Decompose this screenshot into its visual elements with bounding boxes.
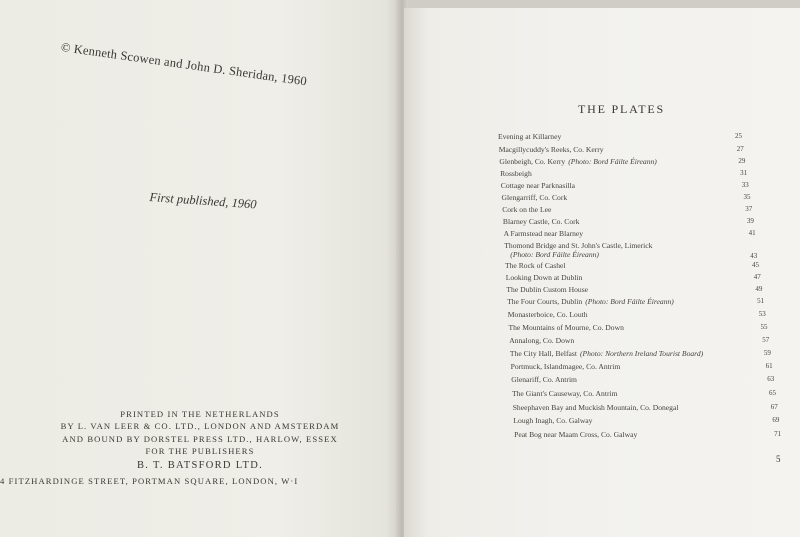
publisher-address: 4 FITZHARDINGE STREET, PORTMAN SQUARE, LONDON, W·I	[0, 475, 299, 486]
plate-page-number: 43	[750, 252, 758, 260]
plate-page-number: 51	[757, 297, 765, 305]
plate-page-number: 67	[770, 403, 778, 411]
plate-page-number: 29	[738, 157, 746, 165]
plate-page-number: 35	[743, 193, 751, 201]
plate-title: Macgillycuddy's Reeks, Co. Kerry	[498, 145, 604, 154]
plate-page-number: 55	[760, 323, 768, 331]
publisher-name: B. T. BATSFORD LTD.	[136, 459, 264, 471]
printer-line: AND BOUND BY DORSTEL PRESS LTD., HARLOW, ESSEX	[62, 433, 338, 444]
plate-page-number: 61	[765, 362, 773, 370]
plate-page-number: 37	[745, 205, 753, 213]
plate-title: Cottage near Parknasilla	[500, 181, 576, 190]
plate-title: The Mountains of Mourne, Co. Down	[508, 323, 624, 332]
plate-title: The Rock of Cashel	[505, 261, 566, 270]
plate-page-number: 57	[762, 336, 770, 344]
page-number: 5	[776, 454, 781, 464]
plate-photo-credit: (Photo: Northern Ireland Tourist Board)	[579, 349, 704, 358]
printer-line: BY L. VAN LEER & CO. LTD., LONDON AND AMSTERDAM	[60, 421, 340, 432]
plate-entry-text	[507, 297, 674, 306]
plate-title: Peat Bog near Maam Cross, Co. Galway	[514, 430, 638, 439]
plate-title: Monasterboice, Co. Louth	[507, 310, 588, 319]
plate-page-number: 25	[735, 132, 742, 140]
plate-title: The Dublin Custom House	[506, 285, 589, 294]
plate-title: Thomond Bridge and St. John's Castle, Limerick	[504, 241, 653, 250]
plate-page-number: 69	[772, 416, 780, 424]
plate-page-number: 63	[767, 375, 775, 383]
printer-line: FOR THE PUBLISHERS	[145, 446, 255, 457]
plate-title: Rossbeigh	[500, 169, 532, 178]
plate-title: Cork on the Lee	[502, 205, 552, 214]
plate-page-number: 39	[746, 217, 754, 225]
plate-page-number: 71	[774, 430, 782, 438]
plate-title: Evening at Killarney	[498, 132, 562, 141]
plate-title: Lough Inagh, Co. Galway	[513, 416, 593, 425]
plate-page-number: 49	[755, 285, 763, 293]
plate-photo-credit: (Photo: Bord Fáilte Éireann)	[568, 157, 657, 166]
plate-entry-text	[499, 157, 656, 166]
plate-title: Portmuck, Islandmagee, Co. Antrim	[510, 362, 621, 371]
plate-page-number: 65	[769, 389, 776, 397]
plate-title: The Four Courts, Dublin	[507, 297, 583, 306]
plate-title: The City Hall, Belfast	[509, 349, 577, 358]
plate-title: Looking Down at Dublin	[505, 273, 583, 282]
plate-page-number: 47	[753, 273, 761, 281]
plate-title: Glenariff, Co. Antrim	[511, 375, 577, 384]
plate-title: Glengarriff, Co. Cork	[501, 193, 568, 202]
plate-entry-text	[510, 349, 703, 358]
plate-title: The Giant's Causeway, Co. Antrim	[512, 389, 618, 398]
plate-page-number: 33	[741, 181, 749, 189]
plate-page-number: 41	[748, 229, 756, 237]
plate-title: A Farmstead near Blarney	[503, 229, 584, 238]
plate-page-number: 53	[758, 310, 766, 318]
plate-title: Blarney Castle, Co. Cork	[502, 217, 580, 226]
plate-title: Annalong, Co. Down	[509, 336, 575, 345]
printer-line: PRINTED IN THE NETHERLANDS	[120, 409, 280, 419]
first-published-line: First published, 1960	[149, 190, 258, 212]
copyright-line: © Kenneth Scowen and John D. Sheridan, 1960	[60, 40, 308, 89]
plate-entry-text	[504, 241, 652, 259]
plate-page-number: 27	[736, 145, 744, 153]
plate-title: Sheephaven Bay and Muckish Mountain, Co. Donegal	[512, 403, 679, 412]
plate-page-number: 59	[763, 349, 771, 357]
plate-photo-credit: (Photo: Bord Fáilte Éireann)	[510, 250, 599, 259]
plate-title: Glenbeigh, Co. Kerry	[499, 157, 566, 166]
plate-page-number: 31	[740, 169, 748, 177]
plate-photo-credit: (Photo: Bord Fáilte Éireann)	[585, 297, 674, 306]
plates-heading: THE PLATES	[578, 102, 665, 116]
plate-page-number: 45	[752, 261, 759, 269]
